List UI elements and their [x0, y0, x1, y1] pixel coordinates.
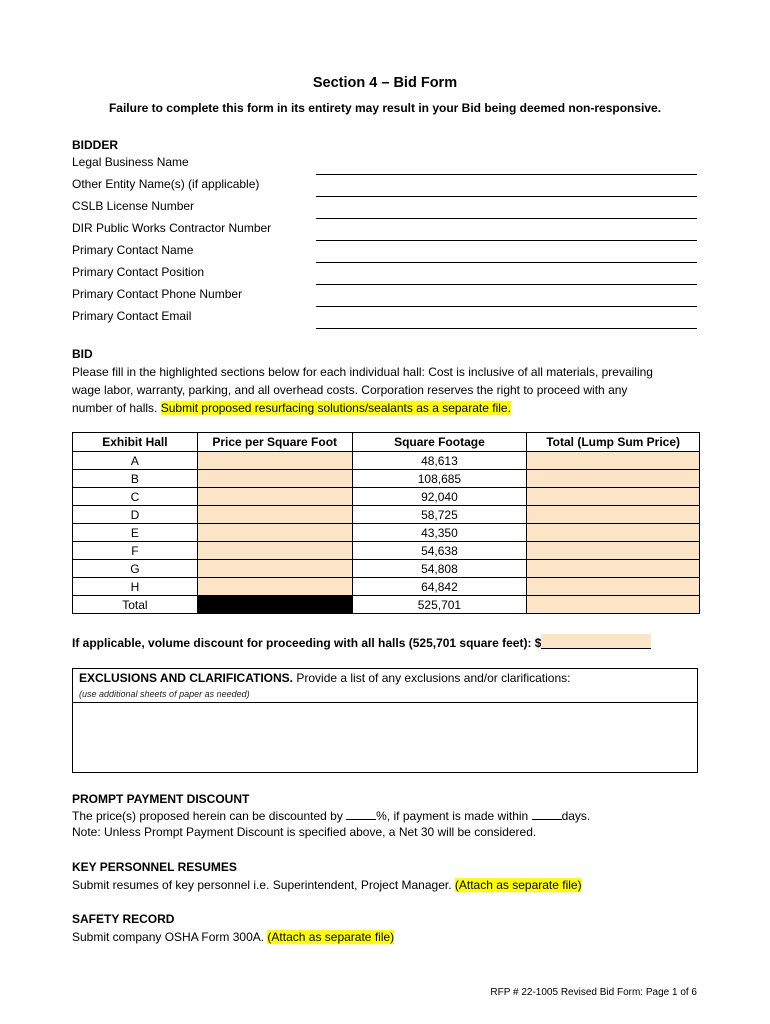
total-input-cell[interactable]: [527, 470, 700, 488]
dir-contractor-number-field[interactable]: [316, 240, 697, 241]
table-row: [73, 470, 700, 488]
price-input-cell[interactable]: [197, 542, 352, 560]
table-row: [73, 524, 700, 542]
discount-percent-blank[interactable]: [346, 807, 376, 820]
total-input-cell[interactable]: [527, 452, 700, 470]
key-personnel-attach-highlight: (Attach as separate file): [454, 878, 582, 892]
safety-attach-highlight: (Attach as separate file): [267, 930, 395, 944]
volume-discount-label: If applicable, volume discount for proceeding with all halls (525,701 square feet): $: [72, 636, 542, 650]
price-input-cell[interactable]: [197, 452, 352, 470]
safety-record-text: Submit company OSHA Form 300A.: [72, 930, 268, 944]
hall-cell: B: [73, 470, 198, 488]
exclusions-header: [79, 671, 570, 685]
price-input-cell[interactable]: [197, 524, 352, 542]
primary-contact-name-label: Primary Contact Name: [72, 243, 194, 257]
grand-total-input-cell[interactable]: [527, 596, 700, 614]
prompt-payment-text-b: %, if payment is made within: [376, 809, 532, 823]
volume-discount-input[interactable]: [541, 634, 651, 649]
volume-discount-line: [72, 634, 651, 650]
table-total-row: [73, 596, 700, 614]
price-input-cell[interactable]: [197, 470, 352, 488]
bid-paragraph-line-3: [72, 399, 511, 417]
bidder-heading: BIDDER: [72, 138, 119, 152]
separate-file-highlight: Submit proposed resurfacing solutions/sealants as a separate file.: [160, 401, 511, 415]
total-input-cell[interactable]: [527, 524, 700, 542]
table-row: [73, 560, 700, 578]
exclusions-text: Provide a list of any exclusions and/or clarifications:: [293, 671, 571, 685]
total-input-cell[interactable]: [527, 542, 700, 560]
table-row: [73, 452, 700, 470]
other-entity-name-label: Other Entity Name(s) (if applicable): [72, 177, 260, 191]
primary-contact-phone-label: Primary Contact Phone Number: [72, 287, 243, 301]
dir-contractor-number-label: DIR Public Works Contractor Number: [72, 221, 272, 235]
sqft-cell: 58,725: [352, 506, 527, 524]
price-input-cell[interactable]: [197, 506, 352, 524]
hall-cell: A: [73, 452, 198, 470]
price-input-cell[interactable]: [197, 578, 352, 596]
table-row: [73, 542, 700, 560]
safety-record-line: [72, 928, 394, 946]
total-input-cell[interactable]: [527, 560, 700, 578]
hall-cell: F: [73, 542, 198, 560]
sqft-cell: 92,040: [352, 488, 527, 506]
page-title: Section 4 – Bid Form: [312, 75, 458, 91]
page-subtitle: Failure to complete this form in its entirety may result in your Bid being deemed non-responsive.: [108, 101, 662, 115]
total-input-cell[interactable]: [527, 506, 700, 524]
total-input-cell[interactable]: [527, 578, 700, 596]
primary-contact-email-field[interactable]: [316, 328, 697, 329]
prompt-payment-heading: PROMPT PAYMENT DISCOUNT: [72, 792, 250, 806]
column-header-square-footage: Square Footage: [352, 433, 527, 452]
sqft-cell: 64,842: [352, 578, 527, 596]
bid-paragraph-text: number of halls.: [72, 401, 161, 415]
hall-cell: G: [73, 560, 198, 578]
primary-contact-name-field[interactable]: [316, 262, 697, 263]
sqft-cell: 48,613: [352, 452, 527, 470]
cslb-license-label: CSLB License Number: [72, 199, 195, 213]
table-header-row: [73, 433, 700, 452]
table-row: [73, 488, 700, 506]
legal-business-name-field[interactable]: [316, 174, 697, 175]
primary-contact-position-field[interactable]: [316, 284, 697, 285]
total-input-cell[interactable]: [527, 488, 700, 506]
hall-cell: E: [73, 524, 198, 542]
sqft-cell: 54,638: [352, 542, 527, 560]
prompt-payment-text-a: The price(s) proposed herein can be discounted by: [72, 809, 347, 823]
page-footer: RFP # 22-1005 Revised Bid Form: Page 1 of 6: [490, 987, 697, 998]
bid-paragraph-line-1: Please fill in the highlighted sections below for each individual hall: Cost is inclusive of all materials, prevailing: [72, 365, 653, 379]
column-header-total: Total (Lump Sum Price): [527, 433, 700, 452]
sqft-cell: 43,350: [352, 524, 527, 542]
hall-cell: D: [73, 506, 198, 524]
sqft-cell: 54,808: [352, 560, 527, 578]
safety-record-heading: SAFETY RECORD: [72, 912, 175, 926]
column-header-price-per-sqft: Price per Square Foot: [197, 433, 352, 452]
key-personnel-line: [72, 876, 582, 894]
table-row: [73, 578, 700, 596]
primary-contact-position-label: Primary Contact Position: [72, 265, 205, 279]
total-label-cell: Total: [73, 596, 198, 614]
price-input-cell[interactable]: [197, 560, 352, 578]
column-header-exhibit-hall: Exhibit Hall: [73, 433, 198, 452]
blacked-out-cell: [197, 596, 352, 614]
price-input-cell[interactable]: [197, 488, 352, 506]
bid-table: [72, 432, 700, 614]
hall-cell: C: [73, 488, 198, 506]
key-personnel-text: Submit resumes of key personnel i.e. Superintendent, Project Manager.: [72, 878, 455, 892]
exclusions-heading: EXCLUSIONS AND CLARIFICATIONS.: [79, 671, 294, 685]
exclusions-note: (use additional sheets of paper as needed): [79, 689, 250, 699]
bid-paragraph-line-2: wage labor, warranty, parking, and all overhead costs. Corporation reserves the right to proceed with any: [72, 383, 628, 397]
prompt-payment-note: Note: Unless Prompt Payment Discount is specified above, a Net 30 will be considered.: [72, 825, 537, 839]
total-sqft-cell: 525,701: [352, 596, 527, 614]
primary-contact-email-label: Primary Contact Email: [72, 309, 192, 323]
table-row: [73, 506, 700, 524]
key-personnel-heading: KEY PERSONNEL RESUMES: [72, 860, 237, 874]
sqft-cell: 108,685: [352, 470, 527, 488]
primary-contact-phone-field[interactable]: [316, 306, 697, 307]
other-entity-name-field[interactable]: [316, 196, 697, 197]
cslb-license-field[interactable]: [316, 218, 697, 219]
payment-days-blank[interactable]: [532, 807, 562, 820]
exclusions-input-area[interactable]: [73, 703, 697, 771]
hall-cell: H: [73, 578, 198, 596]
bid-heading: BID: [72, 347, 93, 361]
legal-business-name-label: Legal Business Name: [72, 155, 189, 169]
prompt-payment-text-c: days.: [561, 809, 591, 823]
